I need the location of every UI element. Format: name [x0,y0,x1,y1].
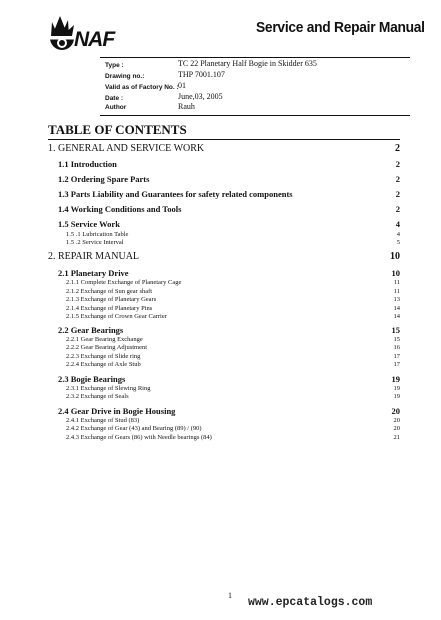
toc-page-number: 4 [396,231,400,238]
toc-page-number: 20 [391,406,400,416]
toc-title: TABLE OF CONTENTS [48,122,187,137]
toc-subsection[interactable]: 2.2 Gear Bearings [58,325,124,335]
toc-page-number: 2 [395,159,400,169]
toc-page-number: 10 [391,268,400,278]
document-title: Service and Repair Manual [256,19,425,36]
watermark-url[interactable]: www.epcatalogs.com [248,596,373,609]
toc-item[interactable]: 2.1.2 Exchange of Sun gear shaft [66,288,153,295]
toc-subsection[interactable]: 2.4 Gear Drive in Bogie Housing [58,406,176,416]
toc-item[interactable]: 2.4.1 Exchange of Stud (83) [66,417,140,424]
toc-section[interactable]: 1. GENERAL AND SERVICE WORK [48,143,205,154]
toc-item[interactable]: 2.1.4 Exchange of Planetary Pins [66,305,153,312]
toc-page-number: 5 [396,239,400,246]
page-number: 1 [228,591,232,600]
toc-item[interactable]: 2.1.1 Complete Exchange of Planetary Cage [66,279,182,286]
toc-page-number: 2 [395,189,400,199]
drawing-label: Drawing no.: [105,73,145,80]
toc-page-number: 10 [390,251,400,262]
header-rule-top [100,57,410,58]
toc-title-rule [48,139,400,140]
toc-page-number: 11 [393,288,400,295]
toc-item[interactable]: 2.4.3 Exchange of Gears (86) with Needle bearings (84) [66,434,212,441]
toc-page-number: 14 [393,305,400,312]
toc-page-number: 21 [393,434,400,441]
toc-page-number: 19 [393,385,400,392]
toc-subsection[interactable]: 2.3 Bogie Bearings [58,374,126,384]
author-label: Author [105,104,127,111]
toc-section[interactable]: 2. REPAIR MANUAL [48,251,140,262]
toc-item[interactable]: 2.4.2 Exchange of Gear (43) and Bearing (89) / (90) [66,425,202,432]
type-value: TC 22 Planetary Half Bogie in Skidder 635 [178,59,317,68]
naf-logo [48,12,138,54]
toc-page-number: 16 [393,344,400,351]
toc-page-number: 13 [393,296,400,303]
date-value: June,03, 2005 [178,92,223,101]
toc-item[interactable]: 1.5 .1 Lubrication Table [66,231,129,238]
toc-subsection[interactable]: 1.3 Parts Liability and Guarantees for safety related components [58,189,293,199]
toc-page-number: 17 [393,353,400,360]
toc-item[interactable]: 2.2.1 Gear Bearing Exchange [66,336,143,343]
author-value: Rauh [178,102,195,111]
toc-subsection[interactable]: 1.2 Ordering Spare Parts [58,174,150,184]
toc-item[interactable]: 2.1.3 Exchange of Planetary Gears [66,296,157,303]
toc-item[interactable]: 1.5 .2 Service Interval [66,239,124,246]
toc-subsection[interactable]: 1.4 Working Conditions and Tools [58,204,182,214]
type-label: Type : [105,62,124,69]
toc-page-number: 19 [393,393,400,400]
header-rule-bottom [100,115,410,116]
toc-page-number: 2 [395,204,400,214]
valid-value: 01 [178,81,186,90]
toc-item[interactable]: 2.3.2 Exchange of Seals [66,393,129,400]
toc-page-number: 20 [393,417,400,424]
valid-label: Valid as of Factory No. : [105,84,179,91]
drawing-value: THP 7001.107 [178,70,225,79]
toc-item[interactable]: 2.1.5 Exchange of Crown Gear Carrier [66,313,167,320]
toc-subsection[interactable]: 1.1 Introduction [58,159,117,169]
toc-item[interactable]: 2.3.1 Exchange of Slewing Ring [66,385,151,392]
toc-item[interactable]: 2.2.3 Exchange of Slide ring [66,353,141,360]
date-label: Date : [105,95,124,102]
toc-page-number: 4 [395,219,400,229]
toc-item[interactable]: 2.2.2 Gear Bearing Adjustment [66,344,148,351]
logo-text: NAF [74,28,115,51]
toc-page-number: 2 [395,143,400,154]
toc-subsection[interactable]: 1.5 Service Work [58,219,120,229]
toc-page-number: 11 [393,279,400,286]
toc-page-number: 2 [395,174,400,184]
toc-item[interactable]: 2.2.4 Exchange of Axle Stub [66,361,141,368]
toc-page-number: 15 [391,325,400,335]
toc-page-number: 14 [393,313,400,320]
toc-page-number: 17 [393,361,400,368]
toc-page-number: 19 [391,374,400,384]
toc-subsection[interactable]: 2.1 Planetary Drive [58,268,129,278]
toc-page-number: 20 [393,425,400,432]
toc-page-number: 15 [393,336,400,343]
